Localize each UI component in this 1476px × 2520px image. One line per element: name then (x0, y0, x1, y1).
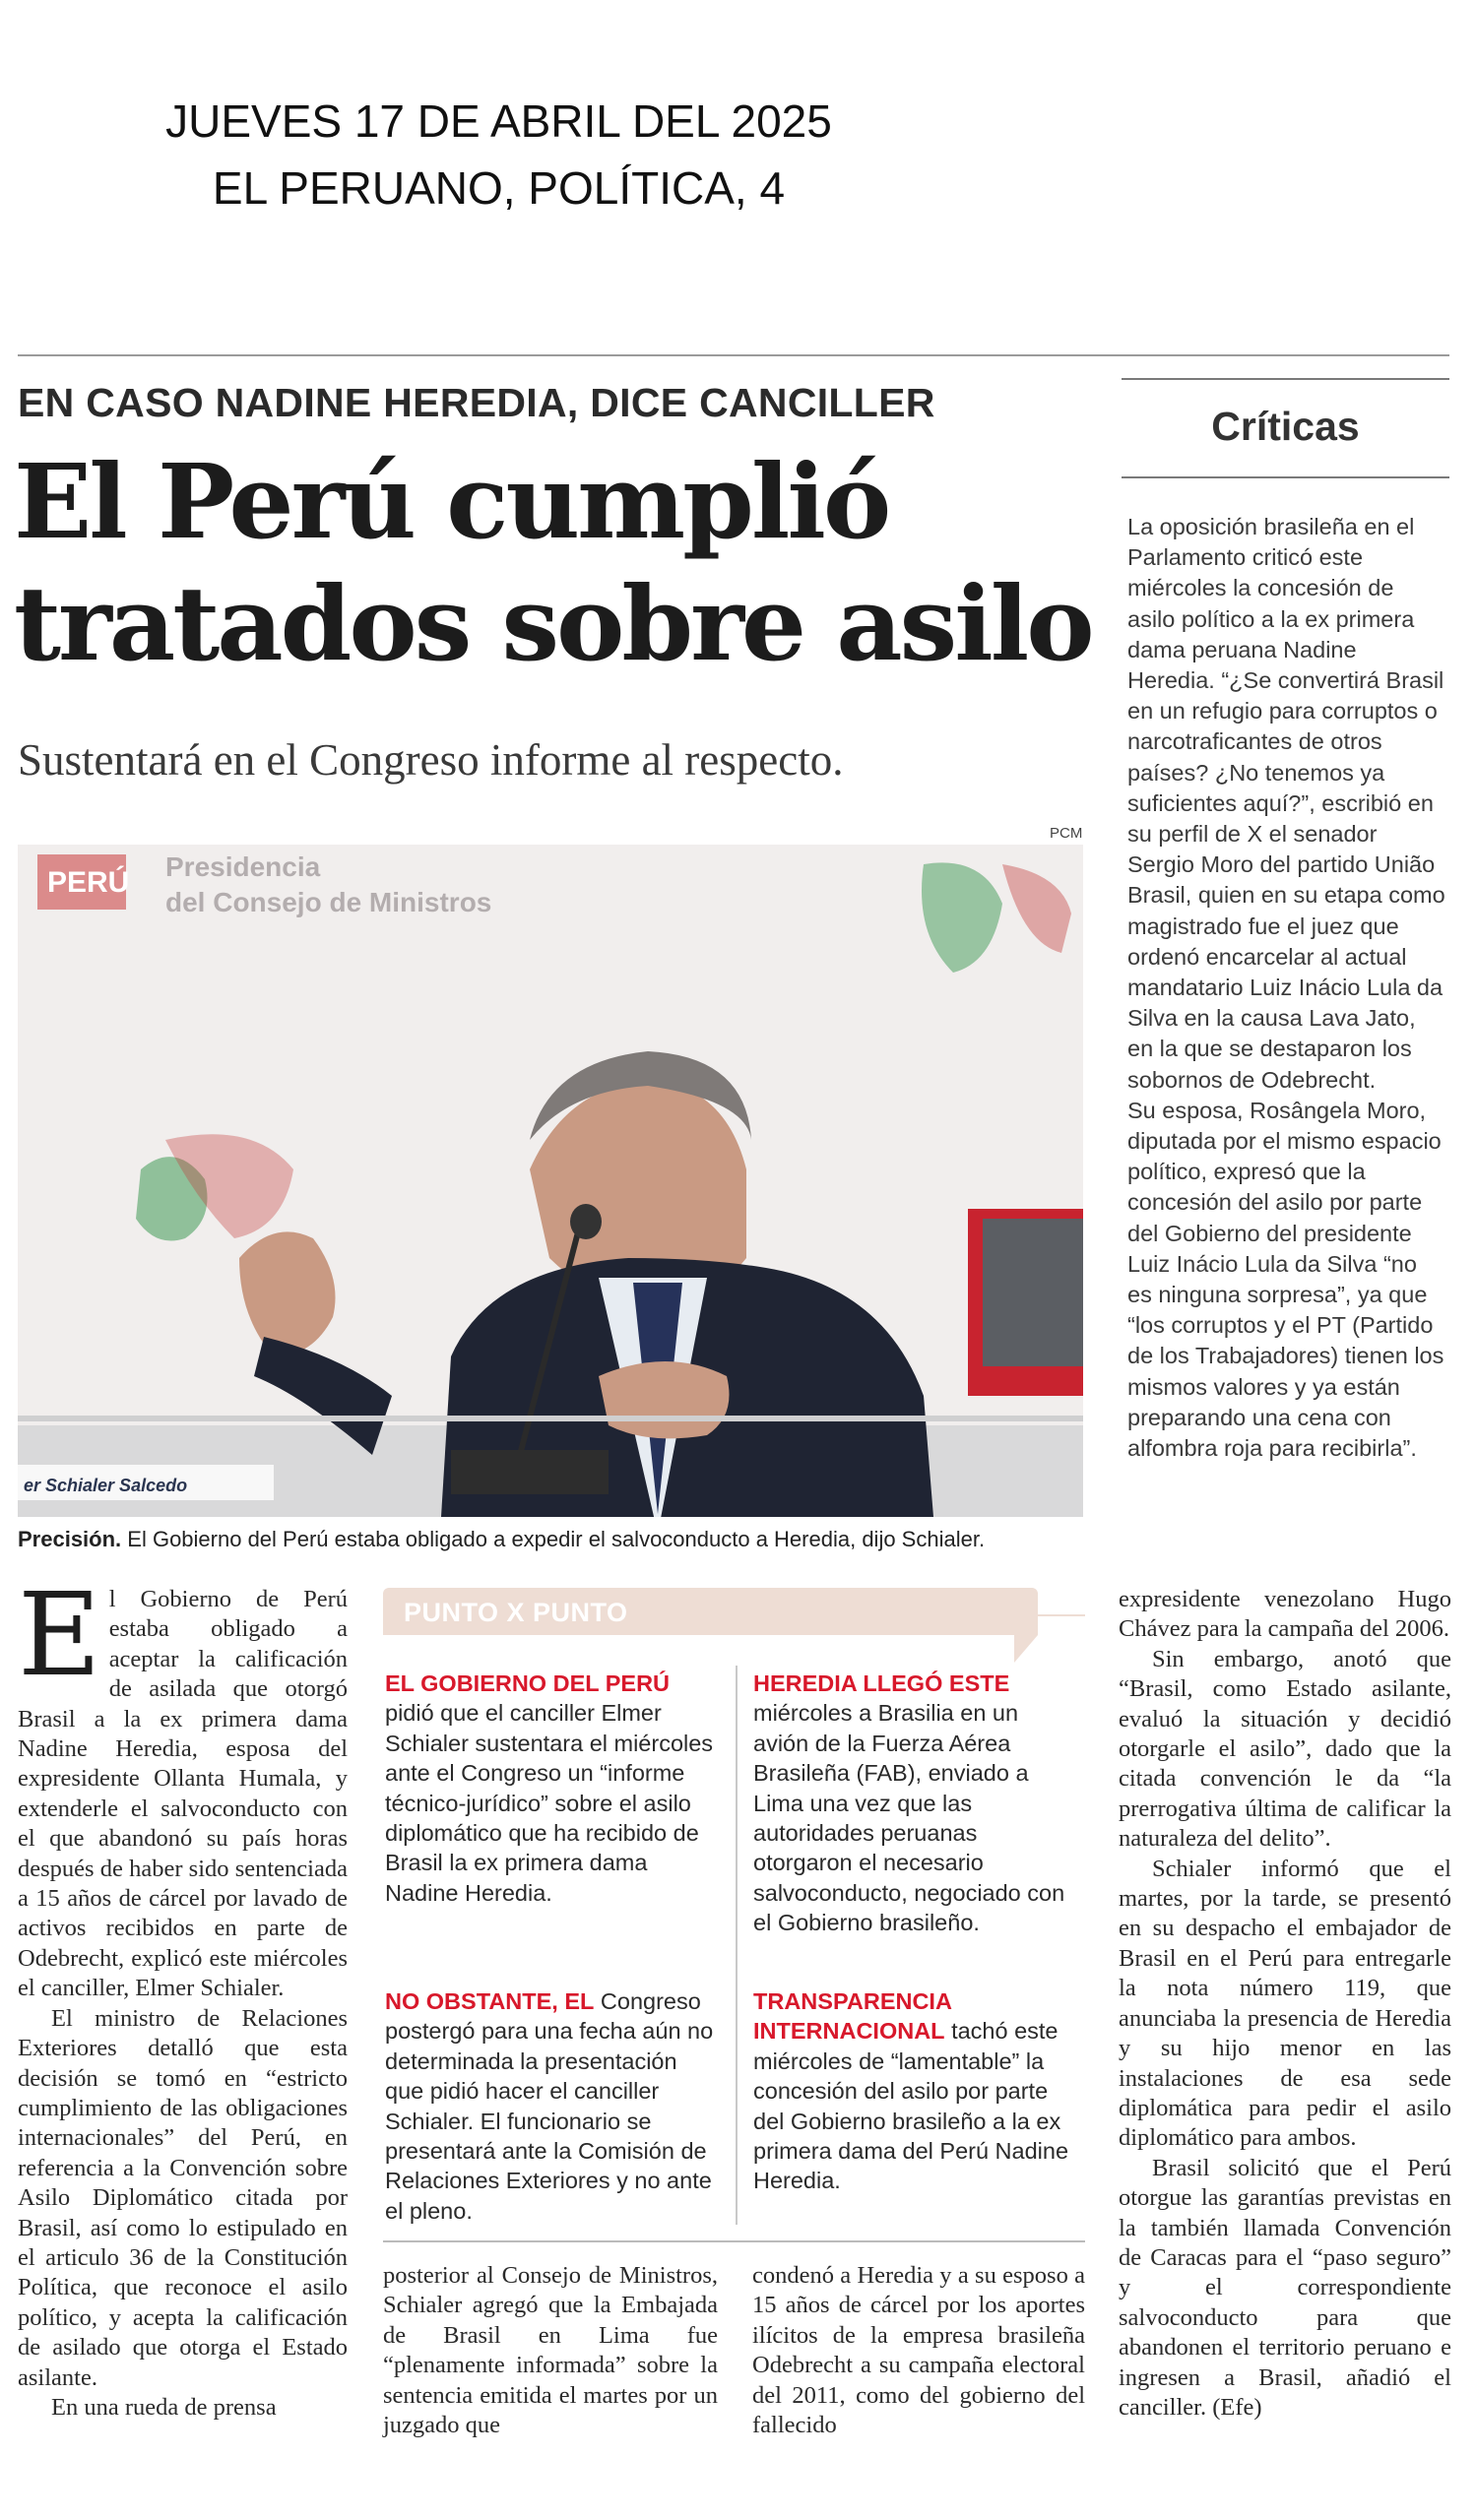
punto-item (753, 1669, 1078, 1938)
top-divider (18, 354, 1449, 356)
punto-x-punto-separator (736, 1666, 738, 2225)
dateline-date: JUEVES 17 DE ABRIL DEL 2025 (165, 95, 832, 147)
body-column-4 (1119, 1585, 1451, 2423)
punto-x-punto-label: PUNTO X PUNTO (404, 1598, 628, 1627)
sidebar-top-rule (1122, 378, 1449, 380)
photo-credit: PCM (1050, 825, 1083, 842)
punto-item-lead: HEREDIA LLEGÓ ESTE (753, 1670, 1010, 1696)
photo-backdrop-line2: del Consejo de Ministros (165, 887, 492, 917)
caption-lead: Precisión. (18, 1527, 122, 1551)
body-paragraph: El ministro de Relaciones Exteriores detalló que esta decisión se tomó en “estricto cumplimiento de las obligaciones internacionales” del Perú, en referencia a la Convención sobre Asilo Diplomático citada por Brasil, así como lo estipulado en el articulo 36 de la Constitución Política, que reconoce el asilo político, y acepta la calificación de asilado que otorga el Estado asilante. (18, 2004, 348, 2391)
body-paragraph: posterior al Consejo de Ministros, Schialer agregó que la Embajada de Brasil en Lima fue “plenamente informada” sobre la sentencia emitida el martes por un juzgado que (383, 2262, 718, 2439)
punto-item (385, 1669, 715, 1908)
photo-caption (18, 1527, 1091, 1552)
article-kicker: EN CASO NADINE HEREDIA, DICE CANCILLER (18, 380, 935, 425)
sidebar-title-rule (1122, 476, 1449, 478)
punto-x-punto-tail (1014, 1635, 1038, 1663)
body-paragraph: expresidente venezolano Hugo Chávez para la campaña del 2006. (1119, 1586, 1451, 1643)
body-column-1 (18, 1569, 348, 2423)
article-photo (18, 845, 1083, 1517)
body-paragraph: Schialer informó que el martes, por la tarde, se presentó en su despacho el embajador de Brasil en el Perú para entregarle la nota número 119, que anunciaba la presencia de Heredia y su hijo menor en las instalaciones de esa sede diplomática para pedir el asilo diplomático para ambos. (1119, 1855, 1451, 2152)
body-paragraph: Sin embargo, anotó que “Brasil, como Estado asilante, evaluó la situación y decidió otorgarle el asilo”, dado que la citada convención le da “la prerrogativa última de calificar la naturaleza del delito”. (1119, 1645, 1451, 1853)
body-paragraph: En una rueda de prensa (51, 2393, 277, 2421)
sidebar-body (1127, 512, 1447, 1464)
photo-nameplate: er Schialer Salcedo (24, 1476, 188, 1495)
punto-item-text: pidió que el canciller Elmer Schialer sustentara el miércoles ante el Congreso un “informe técnico-jurídico” sobre el asilo diplomático que ha recibido de Brasil la ex primera dama Nadine Heredia. (385, 1700, 714, 1906)
sidebar-title: Críticas (1211, 404, 1360, 449)
punto-item-lead: EL GOBIERNO DEL PERÚ (385, 1670, 671, 1696)
sidebar-paragraph: Su esposa, Rosângela Moro, diputada por el mismo espacio político, expresó que la concesión del asilo por parte del Gobierno del presidente Luiz Inácio Lula da Silva “no es ninguna sorpresa”, ya que “los corruptos y el PT (Partido de los Trabajadores) tienen los mismos valores y ya están preparando una cena con alfombra roja para recibirla”. (1127, 1097, 1444, 1462)
punto-item-lead: NO OBSTANTE, EL (385, 1988, 595, 2014)
article-headline: El Perú cumplió tratados sobre asilo (14, 441, 1092, 684)
punto-item-text: miércoles a Brasilia en un avión de la Fuerza Aérea Brasileña (FAB), enviado a Lima una vez que las autoridades peruanas otorgaron el necesario salvoconducto, negociado con el Gobierno brasileño. (753, 1700, 1065, 1936)
body-paragraph: Brasil solicitó que el Perú otorgue las garantías previstas en la también llamada Convención de Caracas para el “paso seguro” y el correspondiente salvoconducto para que abandonen el territorio peruano e ingresen a Brasil, añadió el canciller. (Efe) (1119, 2154, 1451, 2421)
article-subhead: Sustentará en el Congreso informe al respecto. (18, 735, 844, 785)
punto-item-text: Congreso postergó para una fecha aún no determinada la presentación que pidió hacer el canciller Schialer. El funcionario se presentará ante la Comisión de Relaciones Exteriores y no ante el pleno. (385, 1988, 714, 2224)
body-column-3 (752, 2261, 1085, 2440)
punto-item-text: tachó este miércoles de “lamentable” la concesión del asilo por parte del Gobierno brasileño a la ex primera dama del Perú Nadine Heredia. (753, 2018, 1069, 2194)
photo-backdrop-brand: PERÚ (47, 866, 130, 899)
body-column-2 (383, 2261, 718, 2440)
sidebar-paragraph: La oposición brasileña en el Parlamento criticó este miércoles la concesión de asilo político a la ex primera dama peruana Nadine Heredia. “¿Se convertirá Brasil en un refugio para corruptos o narcotraficantes de otros países? ¿No tenemos ya suficientes aquí?”, escribió en su perfil de X el senador Sergio Moro del partido União Brasil, quien en su etapa como magistrado fue el juez que ordenó encarcelar al actual mandatario Luiz Inácio Lula da Silva en la causa Lava Jato, en la que se destaparon los sobornos de Odebrecht. (1127, 514, 1445, 1093)
body-paragraph: condenó a Heredia y a su esposo a 15 años de cárcel por los aportes ilícitos de la empresa brasileña Odebrecht a su campaña electoral del 2011, como del gobierno del fallecido (752, 2262, 1085, 2439)
dropcap: E (18, 1569, 101, 1702)
punto-item-lead: TRANSPARENCIA INTERNACIONAL (753, 1988, 952, 2045)
dateline-section: EL PERUANO, POLÍTICA, 4 (212, 162, 786, 214)
punto-item (385, 1986, 715, 2226)
punto-x-punto-rule (1038, 1614, 1085, 1616)
caption-text: El Gobierno del Perú estaba obligado a expedir el salvoconducto a Heredia, dijo Schialer. (127, 1527, 986, 1551)
photo-backdrop-line1: Presidencia (165, 851, 321, 882)
punto-x-punto-bottom-rule (383, 2240, 1085, 2242)
body-paragraph: l Gobierno de Perú estaba obligado a aceptar la calificación de asilada que otorgó Brasil a la ex primera dama Nadine Heredia, esposa del expresidente Ollanta Humala, y extenderle el salvoconducto con el que abandonó su país horas después de haber sido sentenciada a 15 años de cárcel por lavado de activos recibidos en parte de Odebrecht, explicó este miércoles el canciller, Elmer Schialer. (18, 1586, 348, 2002)
punto-item (753, 1986, 1078, 2196)
